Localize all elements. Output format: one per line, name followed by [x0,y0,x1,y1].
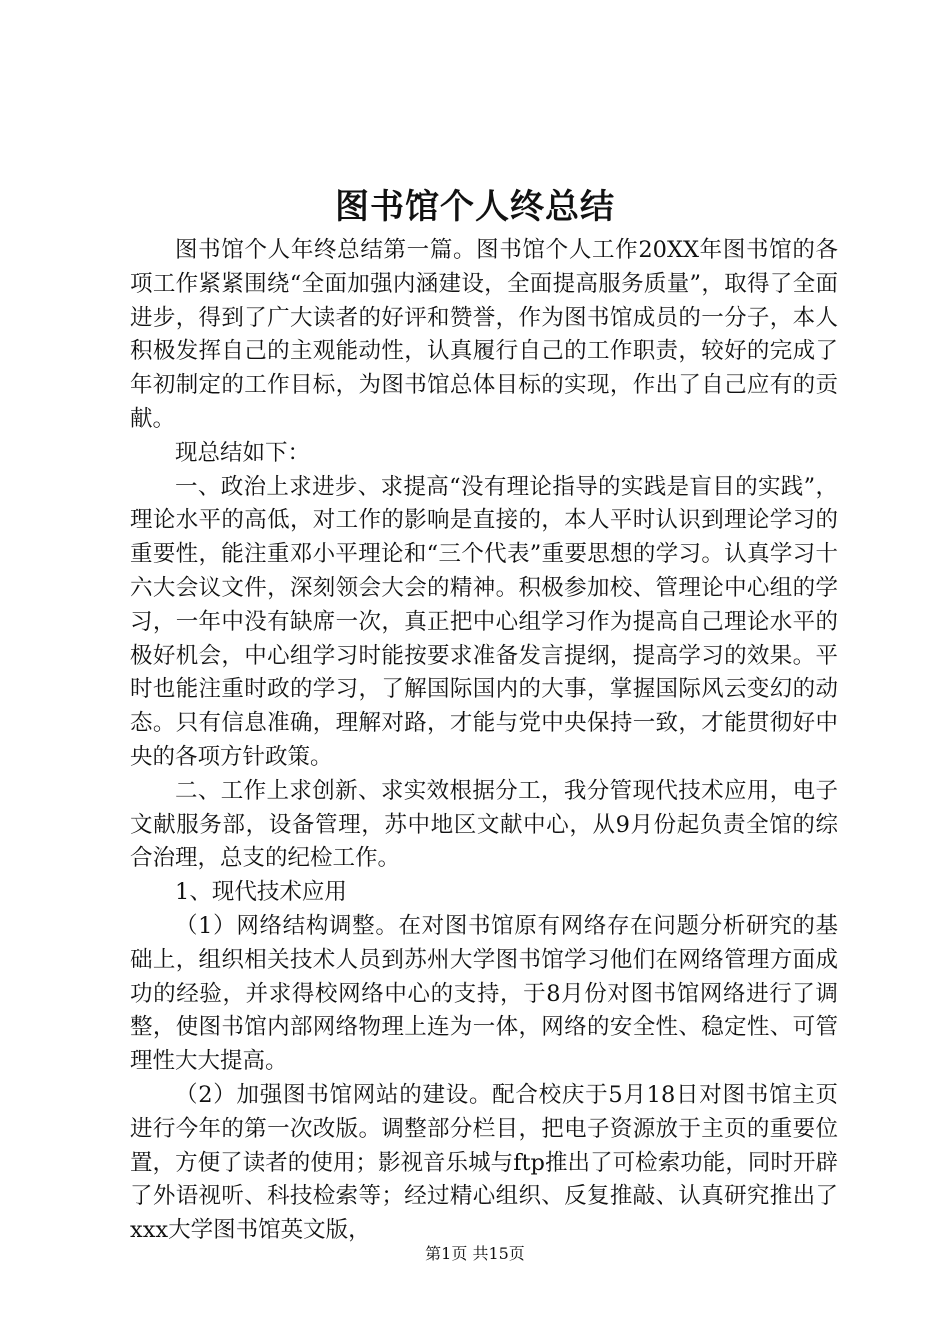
paragraph-intro: 图书馆个人年终总结第一篇。图书馆个人工作20XX年图书馆的各项工作紧紧围绕“全面加强内涵建设，全面提高服务质量”，取得了全面进步，得到了广大读者的好评和赞誉，作为图书馆成员的一分子，本人积极发挥自己的主观能动性，认真履行自己的工作职责，较好的完成了年初制定的工作目标，为图书馆总体目标的实现，作出了自己应有的贡献。 [130,237,838,432]
page-footer: 第1页 共15页 [425,1244,525,1263]
paragraph-tech-heading: 1、现代技术应用 [175,879,347,906]
document-title: 图书馆个人终总结 [335,187,615,227]
paragraph-politics: 一、政治上求进步、求提高“没有理论指导的实践是盲目的实践”，理论水平的高低，对工作的影响是直接的，本人平时认识到理论学习的重要性，能注重邓小平理论和“三个代表”重要思想的学习。认真学习十六大会议文件，深刻领会大会的精神。积极参加校、管理论中心组的学习，一年中没有缺席一次，真正把中心组学习作为提高自己理论水平的极好机会，中心组学习时能按要求准备发言提纲，提高学习的效果。平时也能注重时政的学习，了解国际国内的大事，掌握国际风云变幻的动态。只有信息准确，理解对路，才能与党中央保持一致，才能贯彻好中央的各项方针政策。 [130,473,838,770]
paragraph-work: 二、工作上求创新、求实效根据分工，我分管现代技术应用，电子文献服务部，设备管理，苏中地区文献中心，从9月份起负责全馆的综合治理，总支的纪检工作。 [130,777,838,872]
paragraph-network: （1）网络结构调整。在对图书馆原有网络存在问题分析研究的基础上，组织相关技术人员到苏州大学图书馆学习他们在网络管理方面成功的经验，并求得校网络中心的支持，于8月份对图书馆网络进行了调整，使图书馆内部网络物理上连为一体，网络的安全性、稳定性、可管理性大大提高。 [130,912,838,1075]
document-body [130,234,838,1248]
paragraph-summary-lead: 现总结如下： [175,439,311,466]
paragraph-website: （2）加强图书馆网站的建设。配合校庆于5月18日对图书馆主页进行今年的第一次改版。调整部分栏目，把电子资源放于主页的重要位置，方便了读者的使用；影视音乐城与ftp推出了可检索功能，同时开辟了外语视听、科技检索等；经过精心组织、反复推敲、认真研究推出了xxx大学图书馆英文版， [130,1081,838,1244]
